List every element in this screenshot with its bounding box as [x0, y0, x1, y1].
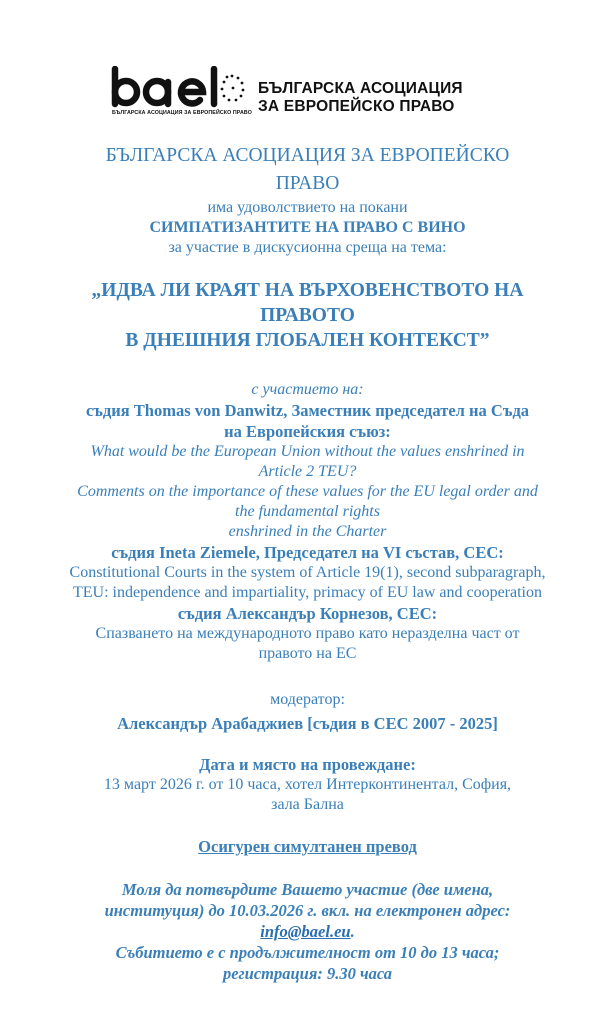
speaker-1-topic: the fundamental rights — [235, 503, 380, 520]
bael-logo — [110, 66, 490, 124]
participation-text: за участие в дискусионна среща на тема: — [168, 239, 447, 256]
event-duration: Събитието е с продължителност от 10 до 13 часа; — [115, 943, 500, 962]
moderator-label: модератор: — [270, 691, 345, 708]
rsvp-email-line — [22, 921, 593, 942]
speaker-1-topic: Comments on the importance of these values for the EU legal order and — [77, 483, 538, 500]
speaker-2-topic: TEU: independence and impartiality, primacy of EU law and cooperation — [72, 584, 542, 601]
speakers-intro: с участието на: — [251, 381, 364, 398]
speaker-1: съдия Thomas von Danwitz, Заместник председател на Съда — [85, 401, 530, 420]
topic-line: В ДНЕШНИЯ ГЛОБАЛЕН КОНТЕКСТ” — [125, 330, 490, 351]
pleasure-text: има удоволствието на покани — [207, 199, 408, 216]
logo-name-line: ЗА ЕВРОПЕЙСКО ПРАВО — [258, 98, 455, 115]
rsvp-block — [22, 879, 593, 984]
rsvp-email-suffix: . — [350, 922, 355, 941]
venue-details: 13 март 2026 г. от 10 часа, хотел Интерконтинентал, София, — [103, 776, 512, 793]
speaker-3-topic: Спазването на международното право като неразделна част от — [95, 625, 520, 642]
registration-time: регистрация: 9.30 часа — [222, 964, 393, 983]
speaker-1-topic: What would be the European Union without the values enshrined in — [90, 443, 525, 460]
rsvp-email-link[interactable]: info@bael.eu — [260, 922, 351, 941]
speaker-3-topic: правото на ЕС — [258, 645, 357, 662]
organization-title: БЪЛГАРСКА АСОЦИАЦИЯ ЗА ЕВРОПЕЙСКО — [105, 145, 510, 166]
audience-text: СИМПАТИЗАНТИТЕ НА ПРАВО С ВИНО — [149, 219, 466, 236]
rsvp-text: Моля да потвърдите Вашето участие (две имена, — [121, 880, 494, 899]
speaker-1: на Европейския съюз: — [224, 422, 391, 441]
logo-name-line: БЪЛГАРСКА АСОЦИАЦИЯ — [258, 80, 463, 97]
speaker-3: съдия Александър Корнезов, СЕС: — [177, 604, 438, 623]
logo-organization-name — [258, 80, 463, 116]
venue-label: Дата и място на провеждане: — [199, 755, 416, 774]
venue-details: зала Бална — [271, 796, 344, 813]
invitation-body — [22, 140, 593, 984]
topic-line: „ИДВА ЛИ КРАЯТ НА ВЪРХОВЕНСТВОТО НА — [91, 280, 524, 301]
speaker-2-topic: Constitutional Courts in the system of Article 19(1), second subparagraph, — [69, 564, 546, 581]
speaker-2: съдия Ineta Ziemele, Председател на VI състав, СЕС: — [111, 543, 504, 562]
organization-title: ПРАВО — [275, 173, 340, 194]
speaker-1-topic: enshrined in the Charter — [228, 523, 387, 540]
rsvp-text: институция) до 10.03.2026 г. вкл. на електронен адрес: — [104, 901, 511, 920]
translation-notice: Осигурен симултанен превод — [198, 837, 417, 856]
bael-logo-mark — [110, 66, 248, 116]
moderator-name: Александър Арабаджиев [съдия в СЕС 2007 - 2025] — [117, 714, 498, 733]
discussion-topic — [22, 278, 593, 353]
logo-subtitle: БЪЛГАРСКА АСОЦИАЦИЯ ЗА ЕВРОПЕЙСКО ПРАВО — [112, 110, 252, 116]
speaker-1-topic: Article 2 TEU? — [258, 463, 357, 480]
topic-line: ПРАВОТО — [260, 305, 355, 326]
